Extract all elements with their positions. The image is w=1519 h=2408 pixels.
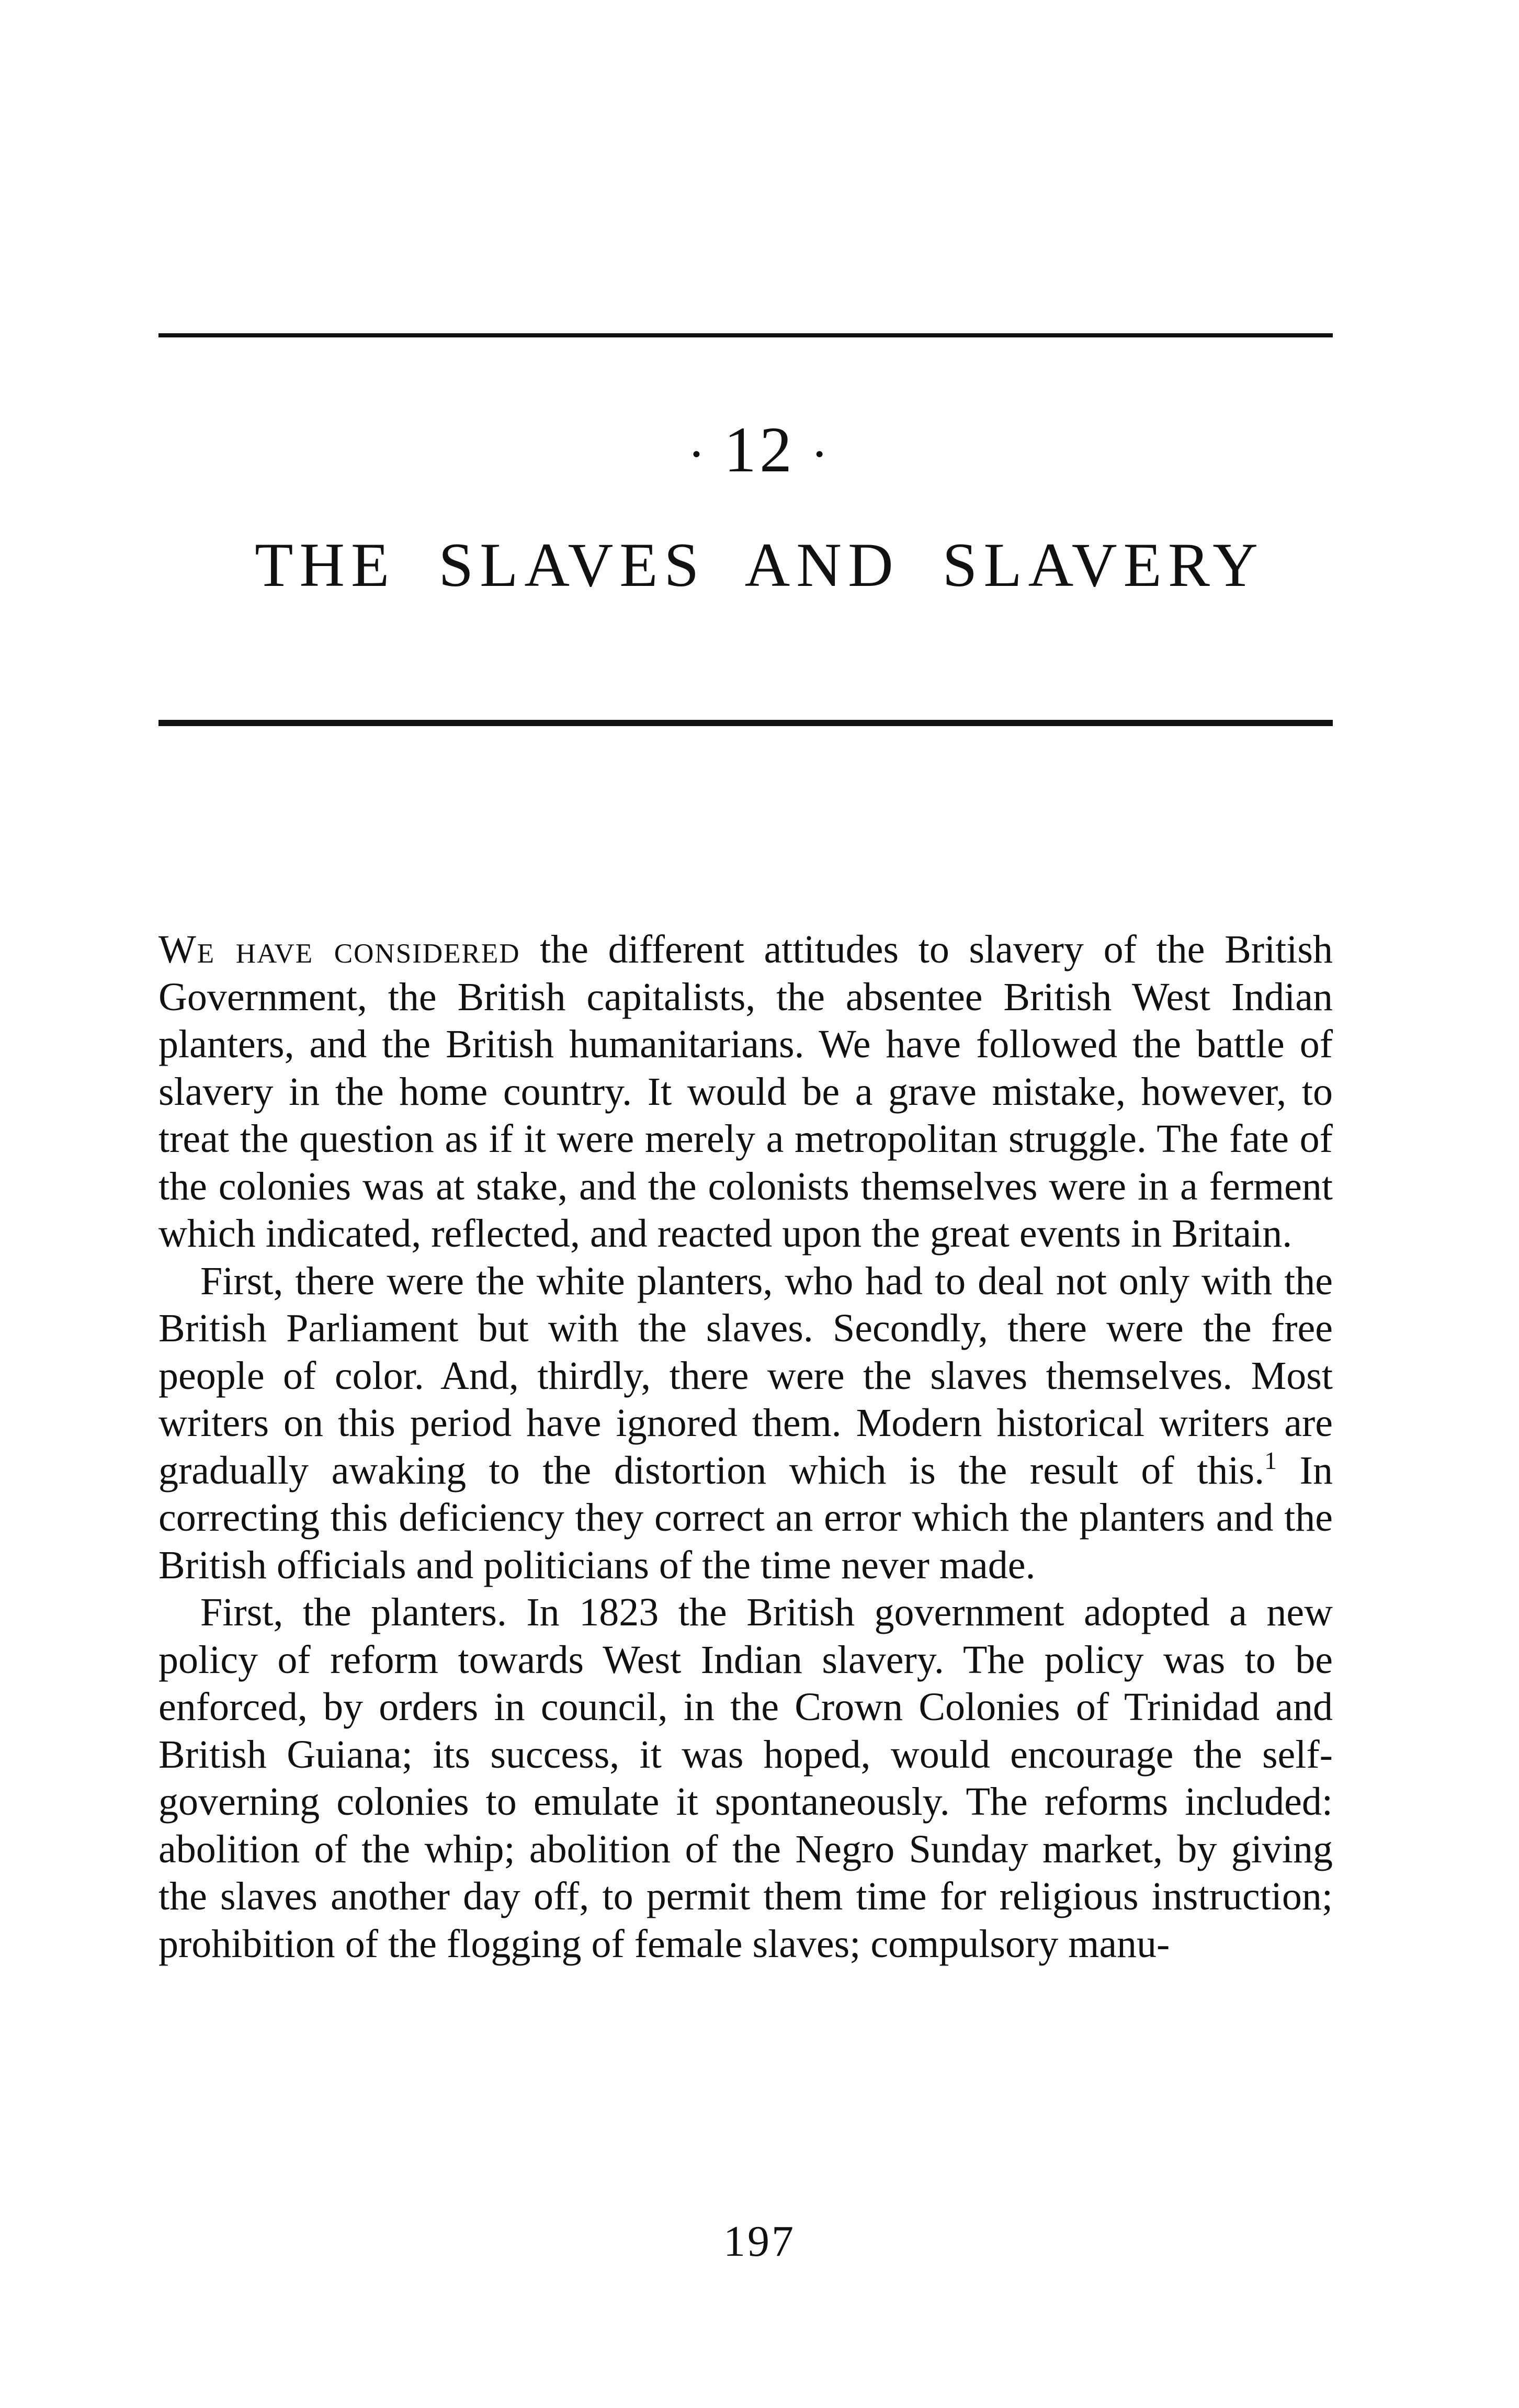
page-number: 197 [723,2217,796,2266]
footnote-marker[interactable]: 1 [1264,1446,1277,1475]
chapter-number [0,413,1519,491]
paragraph-1 [158,926,1333,1258]
bullet-right-icon: · [811,425,832,483]
paragraph-2-text-b: In correcting this deficiency they correct an error which the planters and the British officials and politicians of the time never made. [158,1448,1333,1587]
paragraph-3: First, the planters. In 1823 the British government adopted a new policy of reform towards West Indian slavery. The policy was to be enforced, by orders in council, in the Crown Colonies of Trinidad and British Guiana; its success, it was hoped, would encourage the self-governing colonies to emulate it spontaneously. The reforms included: abolition of the whip; abolition of the Negro Sunday market, by giving the slaves another day off, to permit them time for religious instruction; prohibition of the flogging of female slaves; compulsory manu- [158,1590,1333,1966]
paragraph-1-text: the different attitudes to slavery of the British Government, the British capitalists, the absentee British West Indian planters, and the British humanitarians. We have followed the battle of slavery in the home country. It would be a grave mistake, however, to treat the question as if it were merely a metropolitan struggle. The fate of the colonies was at stake, and the colonists themselves were in a ferment which indicated, reflected, and reacted upon the great events in Britain. [158,928,1333,1256]
chapter-number-text: 12 [724,414,795,485]
paragraph-2-text-a: First, there were the white planters, who had to deal not only with the British Parliament but with the slaves. Secondly, there were the free people of color. And, thirdly, there were the slaves themselves. Most writers on this period have ignored them. Modern historical writers are gradually awaking to the distortion which is the result of this. [158,1259,1333,1493]
top-rule [158,333,1333,337]
chapter-title: THE SLAVES AND SLAVERY [255,530,1264,600]
paragraph-1-lead: We have considered [158,928,520,971]
bottom-rule [158,720,1333,726]
body-text [158,926,1333,1968]
paragraph-2 [158,1258,1333,1589]
bullet-left-icon: · [687,425,708,483]
